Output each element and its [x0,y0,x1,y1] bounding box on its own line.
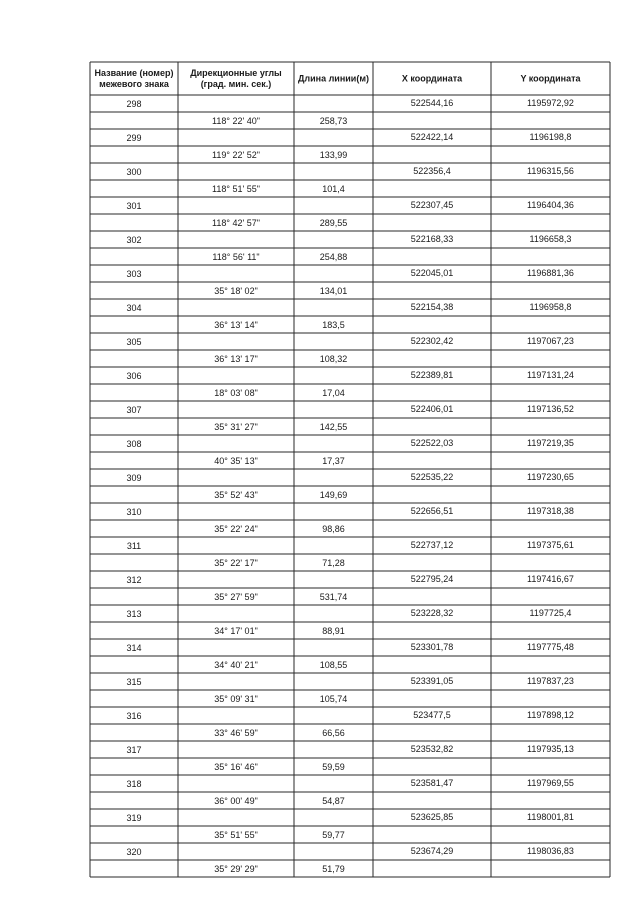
mark-name-cell: 317 [126,745,142,755]
x-coordinate-cell: 522389,81 [410,370,454,380]
x-coordinate-cell: 522522,03 [410,438,454,448]
direction-angle-cell: 118° 51' 55" [212,184,260,194]
x-coordinate-cell: 522737,12 [410,540,454,550]
line-length-cell: 289,55 [319,218,348,228]
mark-name-cell: 312 [126,575,142,585]
x-coordinate-cell: 522307,45 [410,200,454,210]
direction-angle-cell: 118° 42' 57" [212,218,260,228]
y-coordinate-cell: 1196881,36 [527,268,574,278]
line-length-cell: 149,69 [319,490,348,500]
direction-angle-cell: 118° 56' 11" [212,252,260,262]
x-coordinate-cell: 522168,33 [410,234,454,244]
header-y-coordinate: Y координата [520,73,581,84]
y-coordinate-cell: 1197898,12 [527,710,574,720]
x-coordinate-cell: 523228,32 [410,608,454,618]
line-length-cell: 17,37 [322,456,345,466]
y-coordinate-cell: 1197935,13 [527,744,574,754]
direction-angle-cell: 35° 16' 46" [214,762,258,772]
header-direction-angle: Дирекционные углы [190,68,282,78]
y-coordinate-cell: 1197318,38 [527,506,574,516]
y-coordinate-cell: 1197725,4 [529,608,572,618]
y-coordinate-cell: 1196315,56 [527,166,574,176]
x-coordinate-cell: 523674,29 [410,846,454,856]
y-coordinate-cell: 1197416,67 [527,574,574,584]
direction-angle-cell: 40° 35' 13" [214,456,258,466]
y-coordinate-cell: 1198001,81 [527,812,574,822]
y-coordinate-cell: 1195972,92 [527,98,574,108]
header-line-length: Длина линии(м) [297,73,370,84]
line-length-cell: 17,04 [322,388,345,398]
line-length-cell: 133,99 [319,150,348,160]
x-coordinate-cell: 523532,82 [410,744,454,754]
x-coordinate-cell: 522656,51 [410,506,454,516]
direction-angle-cell: 18° 03' 08" [214,388,258,398]
mark-name-cell: 314 [126,643,142,653]
line-length-cell: 258,73 [319,116,348,126]
mark-name-cell: 309 [126,473,142,483]
mark-name-cell: 301 [126,201,142,211]
mark-name-cell: 300 [126,167,142,177]
mark-name-cell: 313 [126,609,142,619]
x-coordinate-cell: 522406,01 [410,404,454,414]
line-length-cell: 59,77 [322,830,345,840]
y-coordinate-cell: 1197219,35 [527,438,574,448]
y-coordinate-cell: 1196404,36 [527,200,574,210]
direction-angle-cell: 35° 27' 59" [214,592,258,602]
direction-angle-cell: 34° 17' 01" [214,626,258,636]
direction-angle-cell: 36° 13' 14" [214,320,258,330]
line-length-cell: 105,74 [319,694,348,704]
mark-name-cell: 303 [126,269,142,279]
mark-name-cell: 316 [126,711,142,721]
y-coordinate-cell: 1197775,48 [527,642,574,652]
line-length-cell: 59,59 [322,762,345,772]
direction-angle-cell: 35° 52' 43" [214,490,258,500]
x-coordinate-cell: 522045,01 [410,268,454,278]
x-coordinate-cell: 523301,78 [410,642,454,652]
mark-name-cell: 310 [126,507,142,517]
x-coordinate-cell: 523477,5 [413,710,451,720]
direction-angle-cell: 35° 31' 27" [214,422,258,432]
direction-angle-cell: 34° 40' 21" [214,660,258,670]
mark-name-cell: 306 [126,371,142,381]
line-length-cell: 531,74 [319,592,348,602]
line-length-cell: 254,88 [319,252,348,262]
header-mark-name: Название (номер) [94,68,174,78]
x-coordinate-cell: 522795,24 [410,574,454,584]
direction-angle-cell: 35° 51' 55" [214,830,258,840]
header-direction-angle: (град. мин. сек.) [200,79,272,89]
direction-angle-cell: 35° 29' 29" [214,864,258,874]
y-coordinate-cell: 1197837,23 [527,676,574,686]
direction-angle-cell: 36° 13' 17" [214,354,258,364]
mark-name-cell: 319 [126,813,142,823]
y-coordinate-cell: 1197067,23 [527,336,574,346]
line-length-cell: 98,86 [322,524,345,534]
line-length-cell: 54,87 [322,796,345,806]
y-coordinate-cell: 1198036,83 [527,846,574,856]
direction-angle-cell: 119° 22' 52" [212,150,260,160]
mark-name-cell: 308 [126,439,142,449]
y-coordinate-cell: 1197230,65 [527,472,574,482]
x-coordinate-cell: 523625,85 [410,812,454,822]
line-length-cell: 66,56 [322,728,345,738]
y-coordinate-cell: 1196958,8 [529,302,572,312]
line-length-cell: 71,28 [322,558,345,568]
direction-angle-cell: 35° 22' 24" [214,524,258,534]
x-coordinate-cell: 522356,4 [413,166,451,176]
line-length-cell: 51,79 [322,864,345,874]
mark-name-cell: 298 [126,99,142,109]
y-coordinate-cell: 1197969,55 [527,778,574,788]
x-coordinate-cell: 523391,05 [410,676,454,686]
mark-name-cell: 304 [126,303,142,313]
direction-angle-cell: 35° 22' 17" [214,558,258,568]
mark-name-cell: 307 [126,405,142,415]
line-length-cell: 108,55 [319,660,348,670]
y-coordinate-cell: 1196658,3 [529,234,572,244]
x-coordinate-cell: 522422,14 [410,132,454,142]
mark-name-cell: 305 [126,337,142,347]
line-length-cell: 101,4 [322,184,345,194]
direction-angle-cell: 36° 00' 49" [214,796,258,806]
x-coordinate-cell: 522544,16 [410,98,454,108]
x-coordinate-cell: 522154,38 [410,302,454,312]
y-coordinate-cell: 1197131,24 [527,370,574,380]
x-coordinate-cell: 522535,22 [410,472,454,482]
x-coordinate-cell: 522302,42 [410,336,454,346]
header-mark-name: межевого знака [99,79,169,89]
direction-angle-cell: 35° 18' 02" [214,286,258,296]
line-length-cell: 183,5 [322,320,345,330]
direction-angle-cell: 118° 22' 40" [212,116,260,126]
mark-name-cell: 320 [126,847,142,857]
direction-angle-cell: 35° 09' 31" [214,694,258,704]
line-length-cell: 88,91 [322,626,345,636]
mark-name-cell: 299 [126,133,142,143]
mark-name-cell: 311 [126,541,142,551]
y-coordinate-cell: 1196198,8 [529,132,572,142]
mark-name-cell: 315 [126,677,142,687]
x-coordinate-cell: 523581,47 [410,778,454,788]
line-length-cell: 108,32 [319,354,348,364]
line-length-cell: 134,01 [319,286,348,296]
direction-angle-cell: 33° 46' 59" [214,728,258,738]
header-x-coordinate: X координата [401,73,463,84]
line-length-cell: 142,55 [319,422,348,432]
y-coordinate-cell: 1197136,52 [527,404,574,414]
y-coordinate-cell: 1197375,61 [527,540,574,550]
mark-name-cell: 318 [126,779,142,789]
mark-name-cell: 302 [126,235,142,245]
